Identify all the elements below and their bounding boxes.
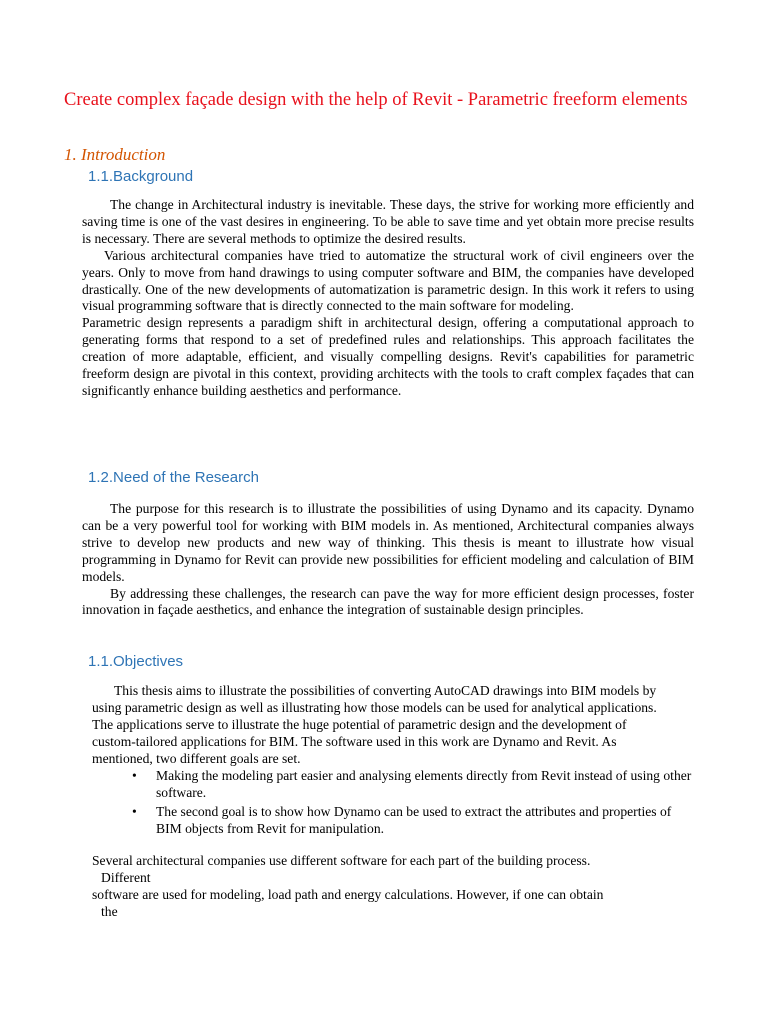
need-section xyxy=(82,501,694,619)
need-paragraph-1: The purpose for this research is to illustrate the possibilities of using Dynamo and its capacity. Dynamo can be a very powerful tool for working with BIM models in. As mentioned, Architectural companies always strive to develop new products and new way of thinking. This thesis is meant to illustrate how visual programming in Dynamo for Revit can provide new possibilities for efficient modeling and calculation of BIM models. xyxy=(82,501,694,584)
subheading-need-of-research: 1.2.Need of the Research xyxy=(88,469,259,486)
closing-line-1: Several architectural companies use different software for each part of the building process. xyxy=(92,853,591,868)
closing-line-4: the xyxy=(101,904,118,919)
list-item: • The second goal is to show how Dynamo can be used to extract the attributes and properties of BIM objects from Revit for manipulation. xyxy=(132,803,672,836)
objectives-bullet-list xyxy=(132,768,696,838)
background-paragraph-2: Various architectural companies have tried to automatize the structural work of civil engineers over the years. Only to move from hand drawings to using computer software and BIM, the companies have developed drastically. One of the new developments of automatization is parametric design. In this work it refers to using visual programming software that is directly connected to the main software for modeling. xyxy=(82,247,694,314)
document-title: Create complex façade design with the help of Revit - Parametric freeform elements xyxy=(64,90,688,110)
bullet-icon: • xyxy=(132,803,137,819)
objectives-section xyxy=(92,683,658,768)
background-paragraph-1: The change in Architectural industry is inevitable. These days, the strive for working more efficiently and saving time is one of the vast desires in engineering. To be able to save time and yet obtain more precise results is necessary. There are several methods to optimize the desired results. xyxy=(82,197,694,246)
background-paragraph-3: Parametric design represents a paradigm shift in architectural design, offering a computational approach to generating forms that respond to a set of predefined rules and relationships. This approach facilitates the creation of more adaptable, efficient, and visually compelling designs. Revit's capabilities for parametric freeform design are pivotal in this context, providing architects with the tools to craft complex façades that can significantly enhance building aesthetics and performance. xyxy=(82,315,694,398)
closing-line-2: Different xyxy=(101,870,151,885)
closing-line-3: software are used for modeling, load path and energy calculations. However, if one can obtain xyxy=(92,887,604,902)
bullet-icon: • xyxy=(132,768,137,783)
background-section xyxy=(82,197,694,400)
need-paragraph-2: By addressing these challenges, the research can pave the way for more efficient design processes, foster innovation in façade aesthetics, and enhance the integration of sustainable design principles. xyxy=(82,585,694,618)
subheading-background: 1.1.Background xyxy=(88,168,194,185)
subheading-objectives: 1.1.Objectives xyxy=(88,653,184,670)
list-item: • Making the modeling part easier and analysing elements directly from Revit instead of using other software. xyxy=(132,768,692,800)
section-heading-introduction: 1. Introduction xyxy=(64,145,166,164)
objectives-paragraph: This thesis aims to illustrate the possibilities of converting AutoCAD drawings into BIM models by using parametric design as well as illustrating how those models can be used for analytical applications. The applications serve to illustrate the huge potential of parametric design and the development of custom-tailored applications for BIM. The software used in this work are Dynamo and Revit. As mentioned, two different goals are set. xyxy=(92,683,657,766)
